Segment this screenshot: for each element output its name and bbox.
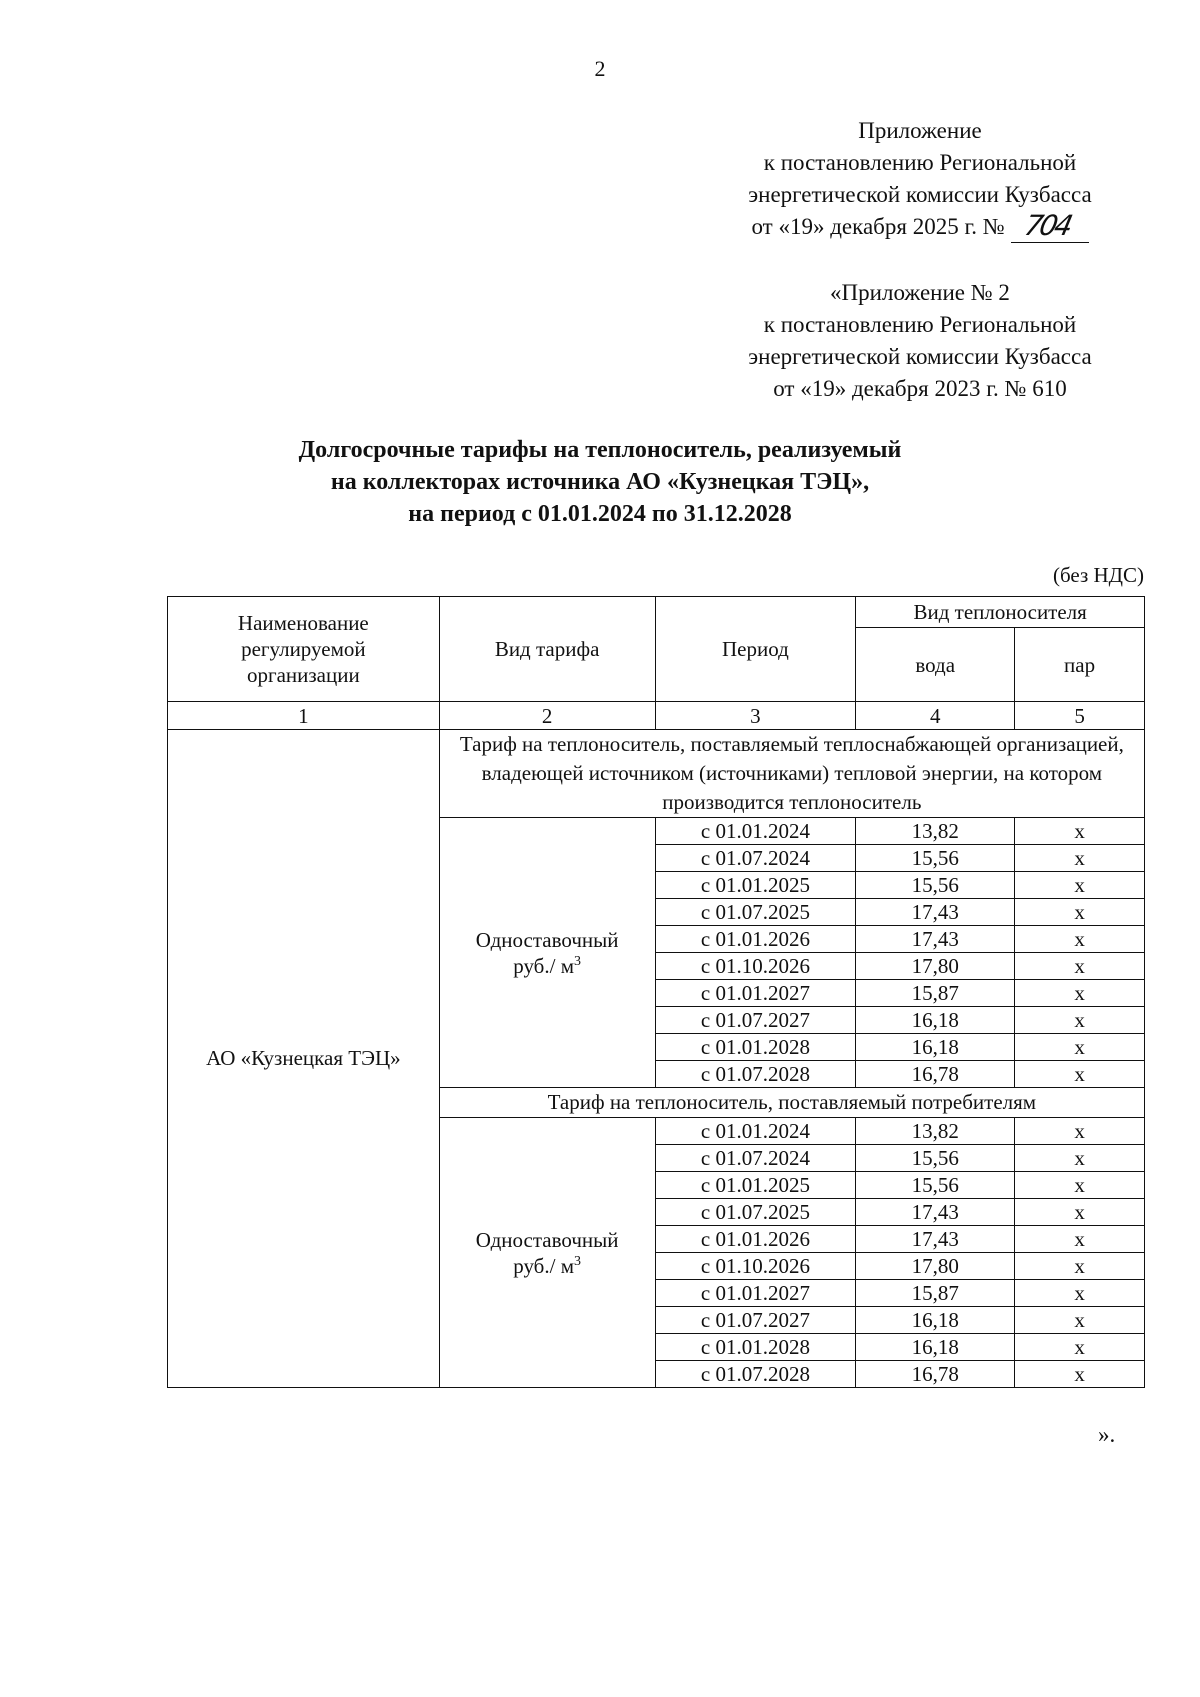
header-steam: пар	[1015, 628, 1145, 702]
water-cell: 15,56	[856, 1172, 1015, 1199]
steam-cell: х	[1015, 1361, 1145, 1388]
appendix-date-text: от «19» декабря 2025 г. №	[751, 214, 1005, 239]
header-org-name	[168, 597, 440, 702]
decree-number-field	[1011, 209, 1089, 243]
handwritten-decree-number: 704	[1021, 209, 1073, 242]
appendix-header-previous	[690, 277, 1150, 405]
tariff-unit-power: 3	[574, 1253, 581, 1269]
column-number: 1	[168, 702, 440, 730]
period-cell: с 01.01.2024	[655, 1118, 856, 1145]
water-cell: 16,18	[856, 1334, 1015, 1361]
water-cell: 16,78	[856, 1061, 1015, 1088]
appendix-line: к постановлению Региональной	[763, 150, 1077, 175]
header-water: вода	[856, 628, 1015, 702]
period-cell: с 01.01.2025	[655, 1172, 856, 1199]
appendix-line: энергетической комиссии Кузбасса	[748, 182, 1092, 207]
water-cell: 13,82	[856, 818, 1015, 845]
steam-cell: х	[1015, 953, 1145, 980]
column-number: 3	[655, 702, 856, 730]
section-title: Тариф на теплоноситель, поставляемый теплоснабжающей организацией, владеющей источником (источниками) тепловой энергии, на котором производится теплоноситель	[439, 730, 1144, 818]
period-cell: с 01.07.2028	[655, 1061, 856, 1088]
tariff-unit-label: руб./ м	[513, 953, 574, 978]
steam-cell: х	[1015, 1118, 1145, 1145]
water-cell: 16,18	[856, 1007, 1015, 1034]
steam-cell: х	[1015, 818, 1145, 845]
steam-cell: х	[1015, 1226, 1145, 1253]
steam-cell: х	[1015, 845, 1145, 872]
steam-cell: х	[1015, 1007, 1145, 1034]
water-cell: 17,43	[856, 1226, 1015, 1253]
appendix-line: к постановлению Региональной	[763, 312, 1077, 337]
water-cell: 16,78	[856, 1361, 1015, 1388]
tariff-unit-label: руб./ м	[513, 1253, 574, 1278]
water-cell: 17,43	[856, 899, 1015, 926]
column-number: 4	[856, 702, 1015, 730]
page-number: 2	[594, 56, 606, 81]
steam-cell: х	[1015, 1307, 1145, 1334]
period-cell: с 01.07.2024	[655, 845, 856, 872]
header-period: Период	[655, 597, 856, 702]
title-line: на период с 01.01.2024 по 31.12.2028	[408, 501, 792, 527]
steam-cell: х	[1015, 1280, 1145, 1307]
column-number: 5	[1015, 702, 1145, 730]
water-cell: 15,87	[856, 980, 1015, 1007]
header-org-line: регулируемой	[241, 637, 366, 661]
period-cell: с 01.01.2024	[655, 818, 856, 845]
tariff-type-cell	[439, 818, 655, 1088]
appendix-date-line	[690, 211, 1150, 243]
appendix-line: от «19» декабря 2023 г. № 610	[773, 376, 1067, 401]
water-cell: 15,87	[856, 1280, 1015, 1307]
period-cell: с 01.01.2027	[655, 1280, 856, 1307]
steam-cell: х	[1015, 872, 1145, 899]
period-cell: с 01.07.2024	[655, 1145, 856, 1172]
water-cell: 15,56	[856, 872, 1015, 899]
period-cell: с 01.07.2028	[655, 1361, 856, 1388]
column-number: 2	[439, 702, 655, 730]
header-carrier-type: Вид теплоносителя	[856, 597, 1145, 628]
steam-cell: х	[1015, 899, 1145, 926]
tariff-unit-power: 3	[574, 953, 581, 969]
steam-cell: х	[1015, 1145, 1145, 1172]
period-cell: с 01.01.2025	[655, 872, 856, 899]
tariff-type-label: Одноставочный	[475, 1227, 619, 1252]
period-cell: с 01.10.2026	[655, 953, 856, 980]
water-cell: 16,18	[856, 1307, 1015, 1334]
water-cell: 16,18	[856, 1034, 1015, 1061]
period-cell: с 01.01.2026	[655, 926, 856, 953]
appendix-header-current	[690, 115, 1150, 243]
steam-cell: х	[1015, 1034, 1145, 1061]
period-cell: с 01.01.2026	[655, 1226, 856, 1253]
document-title	[0, 434, 1200, 530]
header-org-line: организации	[246, 663, 360, 687]
water-cell: 17,80	[856, 1253, 1015, 1280]
section-title: Тариф на теплоноситель, поставляемый потребителям	[439, 1088, 1144, 1118]
period-cell: с 01.01.2028	[655, 1334, 856, 1361]
title-line: на коллекторах источника АО «Кузнецкая ТЭЦ»,	[330, 469, 870, 495]
period-cell: с 01.07.2025	[655, 1199, 856, 1226]
water-cell: 17,43	[856, 926, 1015, 953]
steam-cell: х	[1015, 926, 1145, 953]
steam-cell: х	[1015, 980, 1145, 1007]
steam-cell: х	[1015, 1253, 1145, 1280]
water-cell: 15,56	[856, 1145, 1015, 1172]
tariff-type-label: Одноставочный	[475, 927, 619, 952]
header-tariff-type: Вид тарифа	[439, 597, 655, 702]
steam-cell: х	[1015, 1334, 1145, 1361]
tariff-type-cell	[439, 1118, 655, 1388]
appendix-line: энергетической комиссии Кузбасса	[748, 344, 1092, 369]
water-cell: 13,82	[856, 1118, 1015, 1145]
period-cell: с 01.10.2026	[655, 1253, 856, 1280]
period-cell: с 01.07.2027	[655, 1007, 856, 1034]
water-cell: 15,56	[856, 845, 1015, 872]
section-title-row	[168, 730, 1145, 818]
period-cell: с 01.07.2027	[655, 1307, 856, 1334]
appendix-line: «Приложение № 2	[830, 280, 1010, 305]
closing-quote: ».	[1098, 1422, 1116, 1447]
appendix-line: Приложение	[858, 118, 982, 143]
period-cell: с 01.01.2027	[655, 980, 856, 1007]
water-cell: 17,43	[856, 1199, 1015, 1226]
organization-name: АО «Кузнецкая ТЭЦ»	[168, 730, 440, 1388]
tariff-table	[167, 596, 1145, 1388]
steam-cell: х	[1015, 1172, 1145, 1199]
header-org-line: Наименование	[237, 611, 369, 635]
steam-cell: х	[1015, 1199, 1145, 1226]
period-cell: с 01.01.2028	[655, 1034, 856, 1061]
period-cell: с 01.07.2025	[655, 899, 856, 926]
water-cell: 17,80	[856, 953, 1015, 980]
vat-note: (без НДС)	[1052, 563, 1144, 587]
title-line: Долгосрочные тарифы на теплоноситель, реализуемый	[298, 437, 902, 463]
steam-cell: х	[1015, 1061, 1145, 1088]
